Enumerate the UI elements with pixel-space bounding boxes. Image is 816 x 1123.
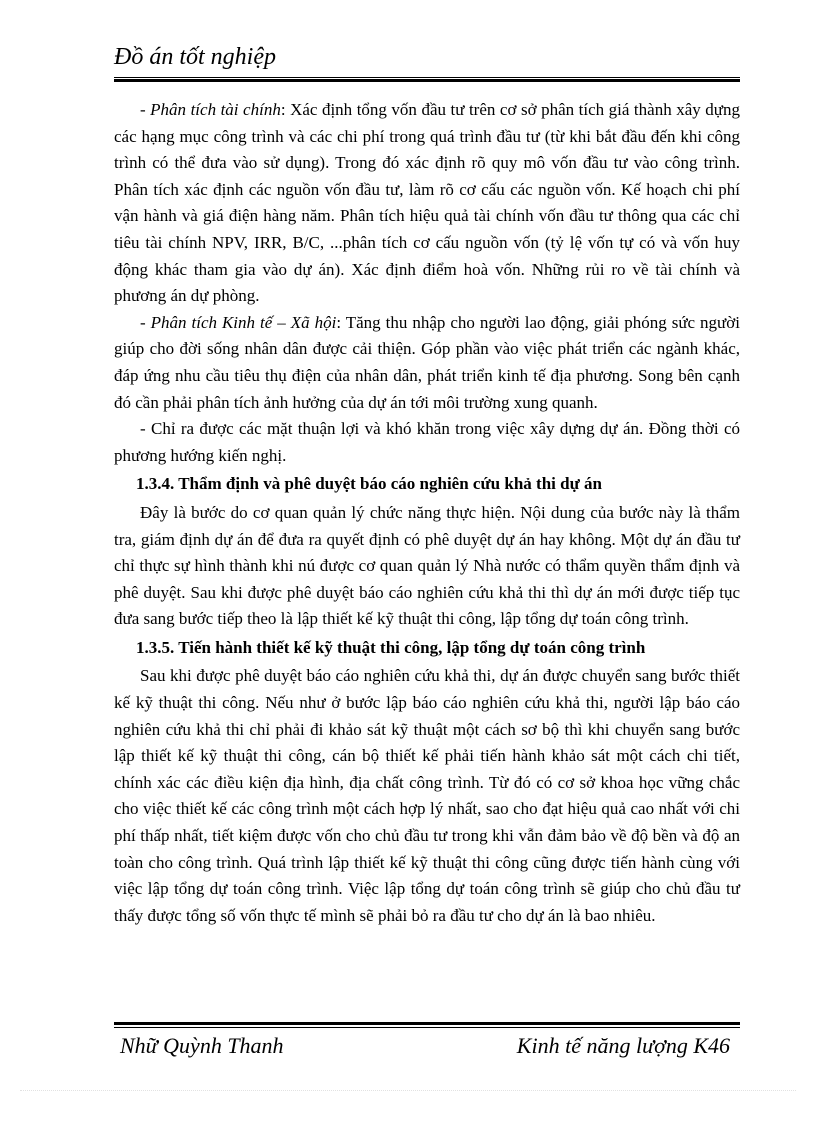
- text-financial-analysis: : Xác định tổng vốn đầu tư trên cơ sở phân tích giá thành xây dựng các hạng mục công trình và các chi phí trong quá trình đầu tư (từ khi bắt đầu đến khi công trình có thể đưa vào sử dụng). Trong đó xác định rõ quy mô vốn đầu tư vào công trình. Phân tích xác định các nguồn vốn đầu tư, làm rõ cơ cấu các nguồn vốn. Kế hoạch chi phí vận hành và giá điện hàng năm. Phân tích hiệu quả tài chính vốn đầu tư thông qua các chỉ tiêu tài chính NPV, IRR, B/C, ...phân tích cơ cấu nguồn vốn (tỷ lệ vốn tự có và vốn huy động khác tham gia vào dự án). Xác định điểm hoà vốn. Những rủi ro về tài chính và phương án dự phòng.: [114, 100, 740, 306]
- document-body: [114, 97, 740, 929]
- paragraph-financial-analysis: [114, 97, 740, 310]
- paragraph-appraisal: Đây là bước do cơ quan quản lý chức năng thực hiện. Nội dung của bước này là thẩm tra, giám định dự án để đưa ra quyết định có phê duyệt dự án hay không. Một dự án đầu tư chỉ thực sự hình thành khi nú được cơ quan quản lý Nhà nước có thẩm quyền thẩm định và phê duyệt. Sau khi được phê duyệt báo cáo nghiên cứu khả thi thì dự án mới được tiếp tục đưa sang bước tiếp theo là lập thiết kế kỹ thuật thi công, lập tổng dự toán công trình.: [114, 502, 740, 629]
- page-header-title: Đồ án tốt nghiệp: [114, 44, 276, 70]
- footer-author: Nhữ Quỳnh Thanh: [120, 1033, 284, 1058]
- section-heading-1-3-5: 1.3.5. Tiến hành thiết kế kỹ thuật thi công, lập tổng dự toán công trình: [136, 637, 646, 657]
- footer-double-rule: [114, 1022, 740, 1028]
- label-socioeconomic-analysis: - Phân tích Kinh tế – Xã hội: [140, 312, 337, 332]
- page-bottom-dotted-line: [20, 1090, 796, 1091]
- paragraph-advantages: - Chỉ ra được các mặt thuận lợi và khó khăn trong việc xây dựng dự án. Đồng thời có phương hướng kiến nghị.: [114, 419, 740, 465]
- header-double-rule: [114, 77, 740, 82]
- paragraph-socioeconomic-analysis: [114, 310, 740, 416]
- section-heading-1-3-4: 1.3.4. Thẩm định và phê duyệt báo cáo nghiên cứu khả thi dự án: [136, 474, 602, 494]
- footer-course: Kinh tế năng lượng K46: [516, 1033, 730, 1058]
- text-socioeconomic-analysis: : Tăng thu nhập cho người lao động, giải phóng sức người giúp cho đời sống nhân dân được cải thiện. Góp phần vào việc phát triển các ngành khác, đáp ứng nhu cầu tiêu thụ điện của nhân dân, phát triển kinh tế địa phương. Song bên cạnh đó cần phải phân tích ảnh hưởng của dự án tới môi trường xung quanh.: [114, 312, 740, 412]
- label-financial-analysis: - Phân tích tài chính: [140, 100, 281, 119]
- paragraph-technical-design: Sau khi được phê duyệt báo cáo nghiên cứu khả thi, dự án được chuyển sang bước thiết kế kỹ thuật thi công. Nếu như ở bước lập báo cáo nghiên cứu khả thi, người lập báo cáo nghiên cứu khả thi chỉ phải đi khảo sát kỹ thuật một cách sơ bộ thì khi chuyển sang bước lập thiết kế kỹ thuật thi công, cán bộ thiết kế phải tiến hành khảo sát một cách chi tiết, chính xác các điều kiện địa hình, địa chất công trình. Từ đó có cơ sở khoa học vững chắc cho việc thiết kế các công trình một cách hợp lý nhất, sao cho đạt hiệu quả cao nhất với chi phí thấp nhất, tiết kiệm được vốn cho chủ đầu tư trong khi vẫn đảm bảo về độ bền và độ an toàn cho công trình. Quá trình lập thiết kế kỹ thuật thi công cũng được tiến hành cùng với việc lập tổng dự toán công trình. Việc lập tổng dự toán công trình sẽ giúp cho chủ đầu tư thấy được tổng số vốn thực tế mình sẽ phải bỏ ra đầu tư cho dự án là bao nhiêu.: [114, 666, 740, 925]
